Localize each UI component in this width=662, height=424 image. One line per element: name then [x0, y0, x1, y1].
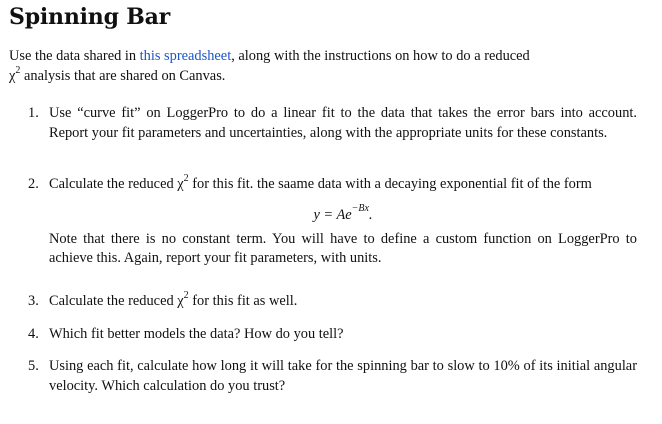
item-text: Using each fit, calculate how long it will take for the spinning bar to slow to 10% of its initial angular velocity. Which calculation do you trust?: [49, 358, 637, 394]
intro-text-end: analysis that are shared on Canvas.: [20, 68, 226, 84]
item-number: 5.: [28, 358, 39, 374]
page-title: Spinning Bar: [9, 4, 171, 30]
list-item: [30, 175, 637, 269]
exponential-formula: [49, 195, 637, 229]
formula-end: .: [368, 206, 373, 223]
item-body: [49, 292, 637, 312]
item-number: 2.: [28, 176, 39, 192]
item-text: Which fit better models the data? How do you tell?: [49, 326, 344, 342]
item-text: Calculate the reduced: [49, 293, 178, 309]
item-text-cont: for this fit. the saame data with a decaying exponential fit of the form: [188, 176, 592, 192]
item-body: [49, 175, 637, 269]
list-item: [30, 357, 637, 396]
item-number: 4.: [28, 326, 39, 342]
item-number: 1.: [28, 105, 39, 121]
intro-paragraph: [9, 46, 637, 86]
formula-lhs: y = Ae: [313, 206, 352, 223]
item-text: Use “curve fit” on LoggerPro to do a linear fit to the data that takes the error bars into account. Report your fit parameters and uncertainties, along with the appropriate units for these constants.: [49, 105, 637, 141]
item-text: Calculate the reduced: [49, 176, 178, 192]
chi-symbol: χ: [9, 68, 16, 84]
list-item: [30, 325, 637, 345]
chi-exponent: 2: [15, 65, 21, 76]
item-number: 3.: [28, 293, 39, 309]
item-text-cont: for this fit as well.: [188, 293, 298, 309]
intro-text: Use the data shared in: [9, 48, 140, 64]
chi-exponent: 2: [183, 173, 189, 184]
spreadsheet-link[interactable]: this spreadsheet: [139, 48, 232, 64]
chi-symbol: χ: [177, 176, 184, 192]
formula-exponent: −Bx: [351, 202, 369, 214]
chi-exponent: 2: [183, 290, 189, 301]
chi-symbol: χ: [177, 293, 184, 309]
item-note: Note that there is no constant term. You will have to define a custom function on LoggerPro to achieve this. Again, report your fit parameters, with units.: [49, 230, 637, 266]
list-item: [30, 292, 637, 312]
intro-text-cont: , along with the instructions on how to do a reduced: [231, 48, 530, 64]
list-item: [30, 104, 637, 143]
